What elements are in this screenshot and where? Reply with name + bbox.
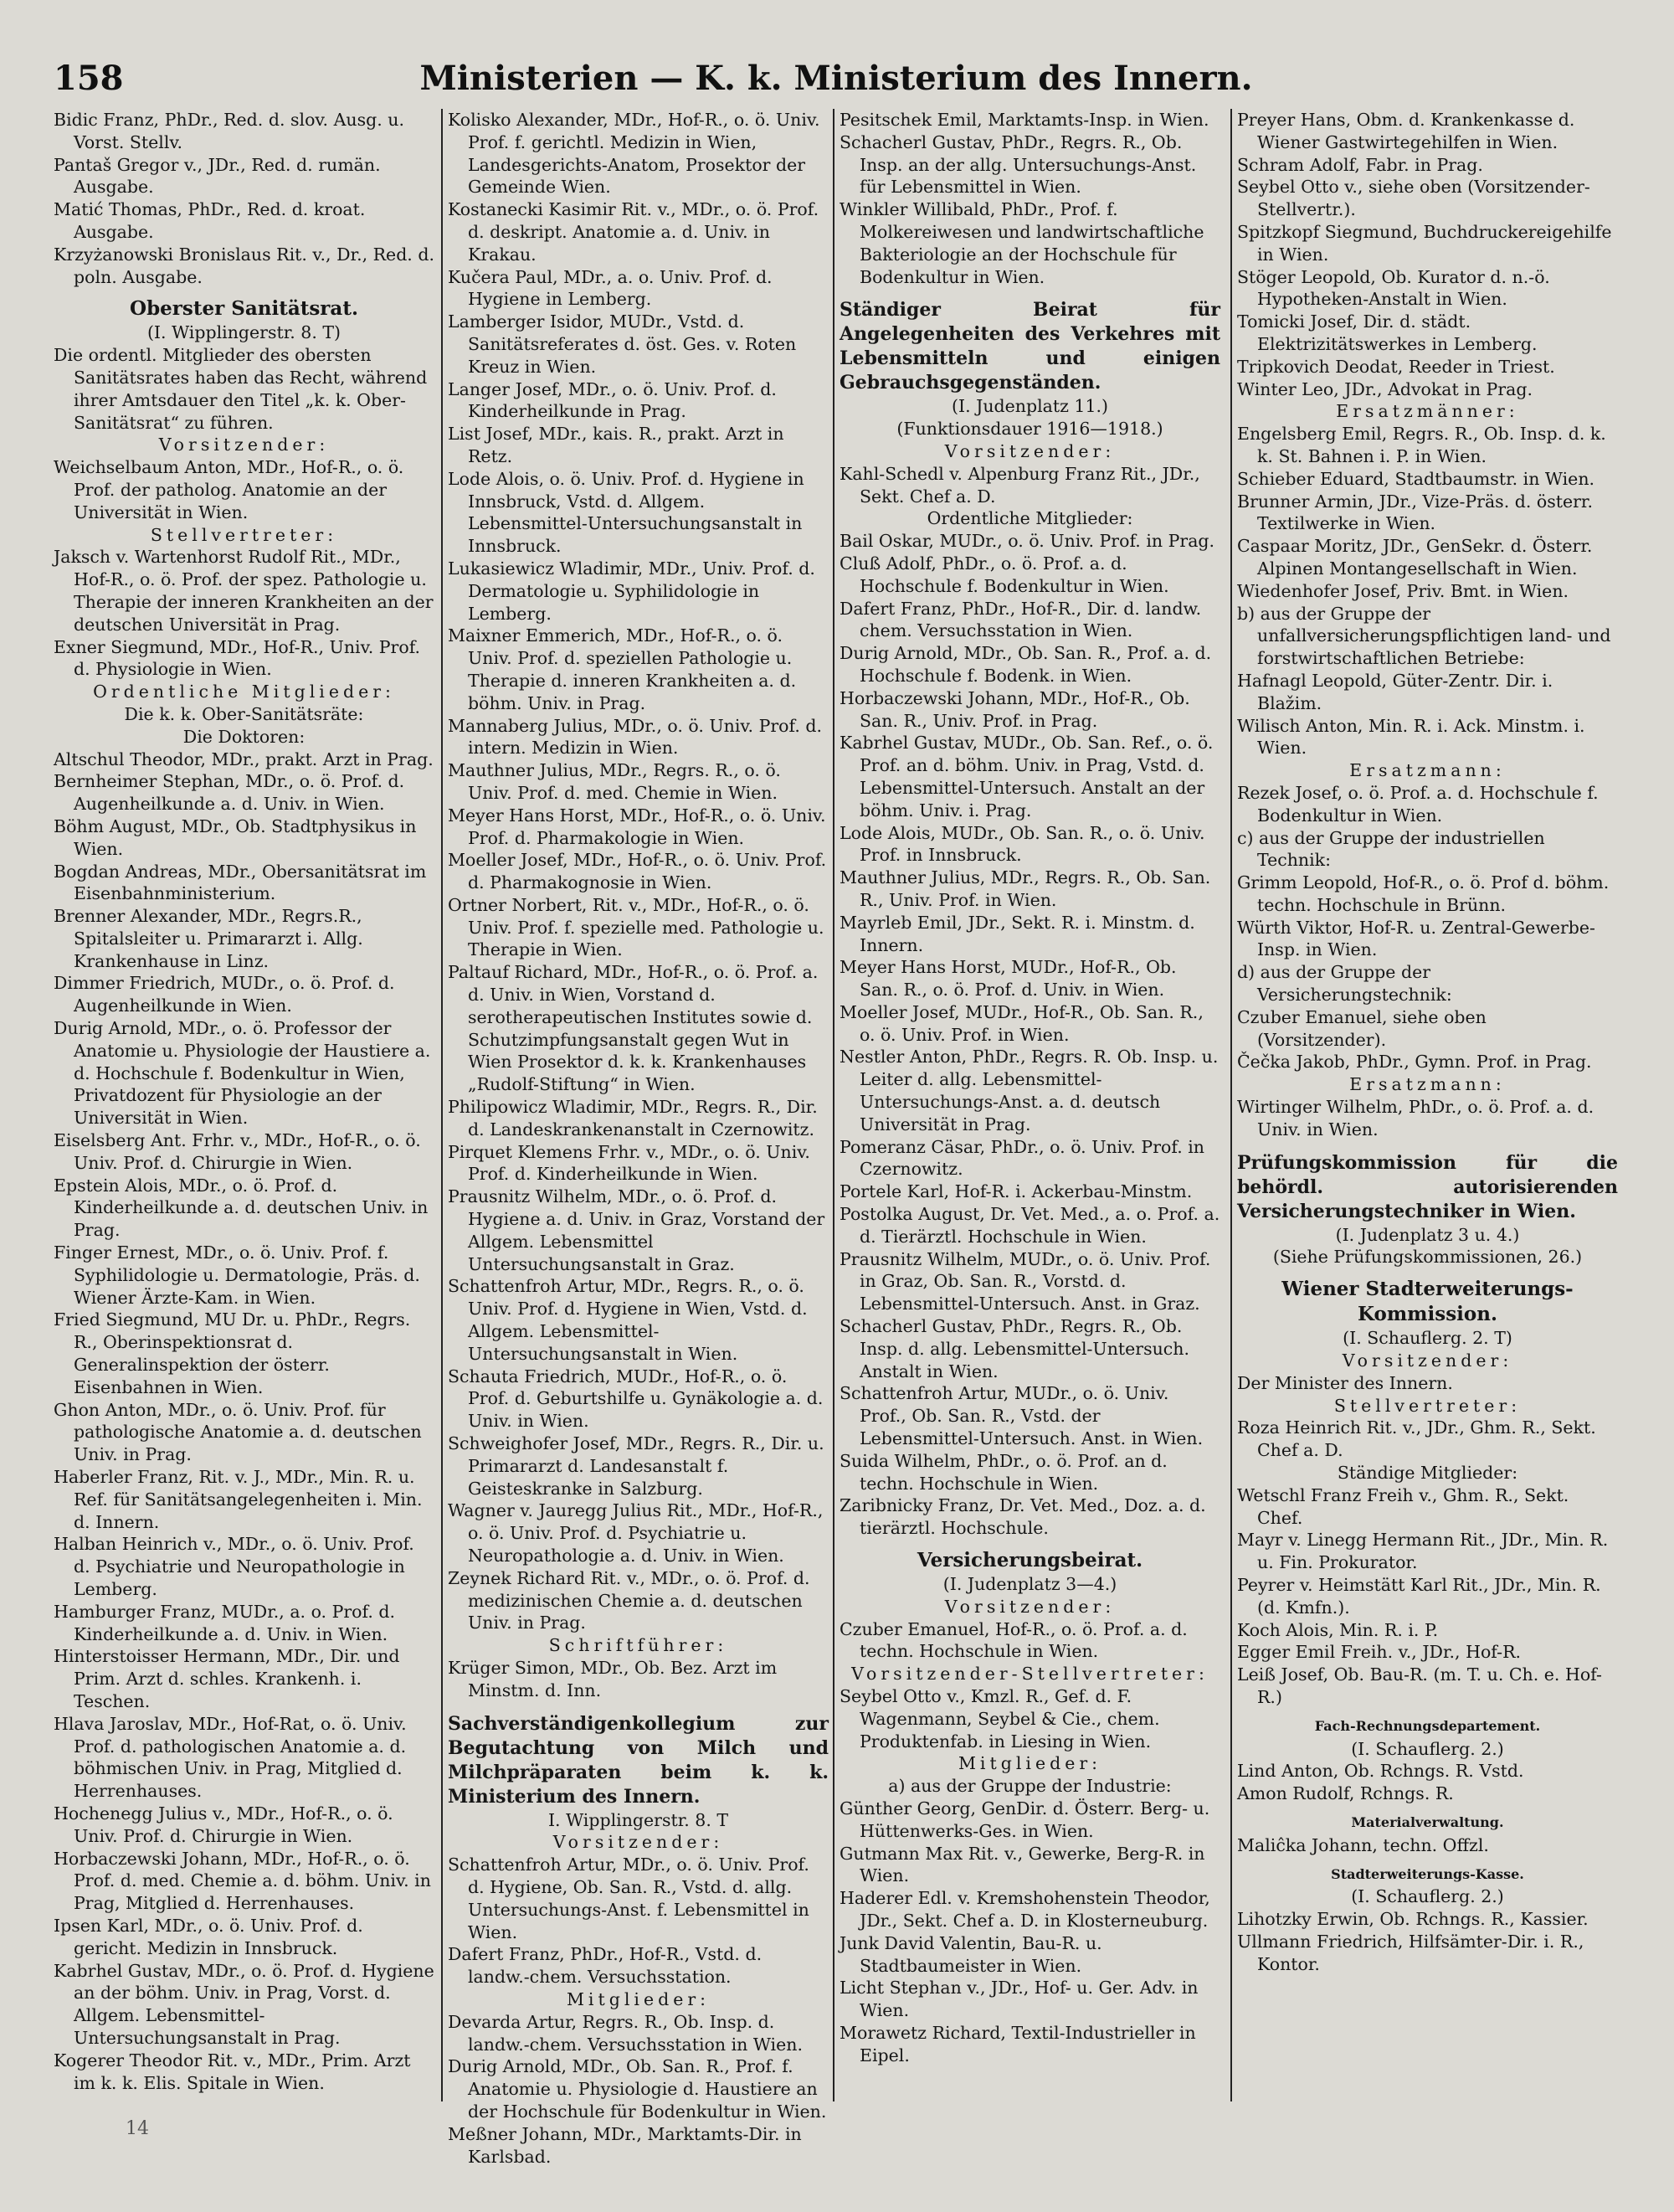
entry: Ghon Anton, MDr., o. ö. Univ. Prof. für pathologische Anatomie a. d. deutschen Univ. in Prag.	[54, 1399, 422, 1465]
centered-line: Die Doktoren:	[182, 726, 306, 747]
entry: Durig Arnold, MDr., Ob. San. R., Prof. a. d. Hochschule f. Bodenk. in Wien.	[840, 643, 1212, 686]
entry: Morawetz Richard, Textil-Industrieller in Eipel.	[840, 2022, 1196, 2065]
entry: Mayrleb Emil, JDr., Sekt. R. i. Minstm. d. Innern.	[840, 912, 1195, 955]
entry: Weichselbaum Anton, MDr., Hof-R., o. ö. Prof. der patholog. Anatomie an der Universität in Wien.	[54, 457, 404, 522]
entry: Wirtinger Wilhelm, PhDr., o. ö. Prof. a. d. Univ. in Wien.	[1237, 1097, 1594, 1139]
small-heading: Materialverwaltung.	[1351, 1813, 1504, 1830]
entry: Suida Wilhelm, PhDr., o. ö. Prof. an d. techn. Hochschule in Wien.	[840, 1450, 1168, 1494]
entry: Meyer Hans Horst, MUDr., Hof-R., Ob. San. R., o. ö. Prof. d. Univ. in Wien.	[840, 957, 1177, 1001]
entry: Pesitschek Emil, Marktamts-Insp. in Wien.	[840, 110, 1209, 130]
entry: Lode Alois, o. ö. Univ. Prof. d. Hygiene in Innsbruck, Vstd. d. Allgem. Lebensmittel-Untersuchungsanstalt in Innsbruck.	[448, 468, 804, 557]
entry: Fried Siegmund, MU Dr. u. PhDr., Regrs. R., Oberinspektionsrat d. Generalinspektion der österr. Eisenbahnen in Wien.	[54, 1309, 411, 1397]
entry: Bail Oskar, MUDr., o. ö. Univ. Prof. in Prag.	[840, 531, 1215, 552]
entry: Dafert Franz, PhDr., Hof-R., Dir. d. landw. chem. Versuchsstation in Wien.	[840, 598, 1202, 641]
entry: Mauthner Julius, MDr., Regrs. R., o. ö. Univ. Prof. d. med. Chemie in Wien.	[448, 760, 781, 803]
centered-line: (I. Judenplatz 3 u. 4.)	[1335, 1224, 1520, 1245]
entry: Zeynek Richard Rit. v., MDr., o. ö. Prof. d. medizinischen Chemie a. d. deutschen Univ. in Prag.	[448, 1567, 810, 1633]
subheading: Vorsitzender:	[158, 435, 330, 455]
entry: Krüger Simon, MDr., Ob. Bez. Arzt im Minstm. d. Inn.	[448, 1657, 778, 1700]
entry: Maliĉka Johann, techn. Offzl.	[1237, 1834, 1489, 1855]
subheading: Vorsitzender:	[944, 440, 1116, 461]
entry: Seybel Otto v., siehe oben (Vorsitzender-Stellvertr.).	[1237, 177, 1590, 220]
subheading: Stellvertreter:	[1333, 1395, 1522, 1416]
entry: Pomeranz Cäsar, PhDr., o. ö. Univ. Prof. in Czernowitz.	[840, 1136, 1205, 1180]
subheading: Vorsitzender:	[944, 1596, 1116, 1617]
entry: Ortner Norbert, Rit. v., MDr., Hof-R., o. ö. Univ. Prof. f. spezielle med. Pathologie u. Therapie in Wien.	[448, 894, 824, 960]
text-column-2	[448, 109, 829, 2167]
entry: Hochenegg Julius v., MDr., Hof-R., o. ö. Univ. Prof. d. Chirurgie in Wien.	[54, 1803, 393, 1846]
subheading: Ersatzmänner:	[1336, 401, 1519, 422]
centered-line: (I. Judenplatz 11.)	[951, 396, 1109, 417]
entry: Meßner Johann, MDr., Marktamts-Dir. in Karlsbad.	[448, 2123, 802, 2167]
entry: Kabrhel Gustav, MDr., o. ö. Prof. d. Hygiene an der böhm. Univ. in Prag, Vorst. d. Allgem. Lebensmittel-Untersuchungsanstalt in Prag.	[54, 1960, 434, 2048]
entry: Schram Adolf, Fabr. in Prag.	[1237, 154, 1483, 175]
entry: Prausnitz Wilhelm, MUDr., o. ö. Univ. Prof. in Graz, Ob. San. R., Vorstd. d. Lebensmittel-Untersuch. Anst. in Graz.	[840, 1248, 1211, 1314]
entry: Dafert Franz, PhDr., Hof-R., Vstd. d. landw.-chem. Versuchsstation.	[448, 1944, 763, 1988]
entry: Kogerer Theodor Rit. v., MDr., Prim. Arzt im k. k. Elis. Spitale in Wien.	[54, 2050, 411, 2093]
entry: Finger Ernest, MDr., o. ö. Univ. Prof. f. Syphilidologie u. Dermatologie, Präs. d. Wiener Ärzte-Kam. in Wien.	[54, 1242, 420, 1308]
entry: Čečka Jakob, PhDr., Gymn. Prof. in Prag.	[1237, 1052, 1592, 1073]
subheading: Stellvertreter:	[150, 524, 338, 545]
entry: Maixner Emmerich, MDr., Hof-R., o. ö. Univ. Prof. d. speziellen Pathologie u. Therapie d. inneren Krankheiten a. d. böhm. Univ. in Prag.	[448, 625, 797, 713]
entry: Leiß Josef, Ob. Bau-R. (m. T. u. Ch. e. Hof-R.)	[1237, 1664, 1602, 1707]
entry: Devarda Artur, Regrs. R., Ob. Insp. d. landw.-chem. Versuchsstation in Wien.	[448, 2011, 803, 2055]
entry: Eiselsberg Ant. Frhr. v., MDr., Hof-R., o. ö. Univ. Prof. d. Chirurgie in Wien.	[54, 1130, 421, 1173]
entry: Der Minister des Innern.	[1237, 1372, 1453, 1393]
entry: Bernheimer Stephan, MDr., o. ö. Prof. d. Augenheilkunde a. d. Univ. in Wien.	[54, 771, 405, 815]
entry: Kahl-Schedl v. Alpenburg Franz Rit., JDr., Sekt. Chef a. D.	[840, 463, 1200, 507]
entry: Schauta Friedrich, MUDr., Hof-R., o. ö. Prof. d. Geburtshilfe u. Gynäkologie a. d. Univ. in Wien.	[448, 1366, 824, 1432]
entry: Die ordentl. Mitglieder des obersten Sanitätsrates haben das Recht, während ihrer Amtsdauer den Titel „k. k. Ober-Sanitätsrat“ zu führen.	[54, 345, 428, 433]
entry: Moeller Josef, MDr., Hof-R., o. ö. Univ. Prof. d. Pharmakognosie in Wien.	[448, 850, 827, 893]
entry: Horbaczewski Johann, MDr., Hof-R., Ob. San. R., Univ. Prof. in Prag.	[840, 687, 1190, 731]
entry: Nestler Anton, PhDr., Regrs. R. Ob. Insp. u. Leiter d. allg. Lebensmittel-Untersuchungs-Anst. a. d. deutsch Universität in Prag.	[840, 1047, 1219, 1134]
entry: Wagner v. Jauregg Julius Rit., MDr., Hof-R., o. ö. Univ. Prof. d. Psychiatrie u. Neuropathologie a. d. Univ. in Wien.	[448, 1500, 824, 1566]
entry: Rezek Josef, o. ö. Prof. a. d. Hochschule f. Bodenkultur in Wien.	[1237, 782, 1599, 826]
section-heading: Prüfungskommission für die behördl. autorisierenden Versicherungstechniker in Wien.	[1237, 1151, 1618, 1222]
entry: Prausnitz Wilhelm, MDr., o. ö. Prof. d. Hygiene a. d. Univ. in Graz, Vorstand der Allgem. Lebensmittel Untersuchungsanstalt in Graz.	[448, 1186, 825, 1274]
entry: Krzyżanowski Bronislaus Rit. v., Dr., Red. d. poln. Ausgabe.	[54, 244, 434, 287]
section-heading: Ständiger Beirat für Angelegenheiten des Verkehres mit Lebensmitteln und einigen Gebrauchsgegenständen.	[840, 299, 1220, 394]
entry: Stöger Leopold, Ob. Kurator d. n.-ö. Hypotheken-Anstalt in Wien.	[1237, 266, 1550, 310]
entry: Spitzkopf Siegmund, Buchdruckereigehilfe in Wien.	[1237, 221, 1612, 265]
entry: Brenner Alexander, MDr., Regrs.R., Spitalsleiter u. Primararzt i. Allg. Krankenhause in Linz.	[54, 906, 363, 971]
entry: Horbaczewski Johann, MDr., Hof-R., o. ö. Prof. d. med. Chemie a. d. böhm. Univ. in Prag, Mitglied d. Herrenhauses.	[54, 1848, 431, 1914]
entry: Epstein Alois, MDr., o. ö. Prof. d. Kinderheilkunde a. d. deutschen Univ. in Prag.	[54, 1175, 429, 1241]
column-rule	[833, 109, 834, 2101]
subheading: Ersatzmann:	[1349, 760, 1506, 781]
entry: Schieber Eduard, Stadtbaumstr. in Wien.	[1237, 468, 1595, 489]
entry: Bidic Franz, PhDr., Red. d. slov. Ausg. u. Vorst. Stellv.	[54, 110, 404, 152]
entry: Seybel Otto v., Kmzl. R., Gef. d. F. Wagenmann, Seybel & Cie., chem. Produktenfab. in Liesing in Wien.	[840, 1686, 1160, 1752]
centered-line: Ordentliche Mitglieder:	[927, 508, 1133, 529]
entry: Matić Thomas, PhDr., Red. d. kroat. Ausgabe.	[54, 199, 366, 242]
entry: Jaksch v. Wartenhorst Rudolf Rit., MDr., Hof-R., o. ö. Prof. der spez. Pathologie u. Therapie der inneren Krankheiten an der deutschen Universität in Prag.	[54, 547, 434, 635]
entry: Lukasiewicz Wladimir, MDr., Univ. Prof. d. Dermatologie u. Syphilidologie in Lemberg.	[448, 558, 815, 624]
entry: Czuber Emanuel, siehe oben (Vorsitzender).	[1237, 1006, 1487, 1050]
column-rule	[441, 109, 443, 2101]
section-heading: Versicherungsbeirat.	[917, 1549, 1143, 1572]
entry: Kolisko Alexander, MDr., Hof-R., o. ö. Univ. Prof. f. gerichtl. Medizin in Wien, Landesgerichts-Anatom, Prosektor der Gemeinde Wien.	[448, 110, 820, 198]
entry: Günther Georg, GenDir. d. Österr. Berg- u. Hüttenwerks-Ges. in Wien.	[840, 1798, 1210, 1841]
entry: Kostanecki Kasimir Rit. v., MDr., o. ö. Prof. d. deskript. Anatomie a. d. Univ. in Krakau.	[448, 199, 819, 265]
entry: Würth Viktor, Hof-R. u. Zentral-Gewerbe-Insp. in Wien.	[1237, 917, 1595, 960]
entry: Kučera Paul, MDr., a. o. Univ. Prof. d. Hygiene in Lemberg.	[448, 266, 773, 310]
entry: Pirquet Klemens Frhr. v., MDr., o. ö. Univ. Prof. d. Kinderheilkunde in Wien.	[448, 1141, 810, 1185]
centered-line: (Funktionsdauer 1916—1918.)	[896, 419, 1163, 440]
entry: Grimm Leopold, Hof-R., o. ö. Prof d. böhm. techn. Hochschule in Brünn.	[1237, 872, 1610, 915]
entry: Lihotzky Erwin, Ob. Rchngs. R., Kassier.	[1237, 1909, 1589, 1930]
running-title: Ministerien — K. k. Ministerium des Innern.	[419, 59, 1253, 98]
entry: Tomicki Josef, Dir. d. städt. Elektrizitätswerkes in Lemberg.	[1237, 311, 1538, 354]
entry: Paltauf Richard, MDr., Hof-R., o. ö. Prof. a. d. Univ. in Wien, Vorstand d. serotherapeutischen Institutes sowie d. Schutzimpfungsanstalt gegen Wut in Wien Prosektor d. k. k. Krankenhauses „Rudolf-Stiftung“ in Wien.	[448, 962, 819, 1095]
entry: b) aus der Gruppe der unfallversicherungspflichtigen land- und forstwirtschaftlichen Betriebe:	[1237, 603, 1611, 669]
subheading: Mitglieder:	[958, 1753, 1102, 1774]
entry: Caspaar Moritz, JDr., GenSekr. d. Österr. Alpinen Montangesellschaft in Wien.	[1237, 536, 1593, 579]
entry: Peyrer v. Heimstätt Karl Rit., JDr., Min. R. (d. Kmfn.).	[1237, 1575, 1601, 1618]
centered-line: (I. Schauflerg. 2. T)	[1343, 1328, 1512, 1349]
entry: c) aus der Gruppe der industriellen Technik:	[1237, 827, 1545, 871]
entry: Meyer Hans Horst, MDr., Hof-R., o. ö. Univ. Prof. d. Pharmakologie in Wien.	[448, 805, 826, 848]
entry: Lode Alois, MUDr., Ob. San. R., o. ö. Univ. Prof. in Innsbruck.	[840, 822, 1205, 866]
entry: Durig Arnold, MDr., o. ö. Professor der Anatomie u. Physiologie der Haustiere a. d. Hochschule f. Bodenkultur in Wien, Privatdozent für Physiologie an der Universität in Wien.	[54, 1018, 431, 1129]
page-header	[54, 52, 1619, 111]
centered-line: a) aus der Gruppe der Industrie:	[888, 1776, 1172, 1797]
entry: Hafnagl Leopold, Güter-Zentr. Dir. i. Blažim.	[1237, 670, 1553, 713]
centered-line: I. Wipplingerstr. 8. T	[547, 1809, 729, 1830]
entry: Schattenfroh Artur, MDr., o. ö. Univ. Prof. d. Hygiene, Ob. San. R., Vstd. d. allg. Untersuchungs-Anst. f. Lebensmittel in Wien.	[448, 1854, 809, 1942]
entry: Postolka August, Dr. Vet. Med., a. o. Prof. a. d. Tierärztl. Hochschule in Wien.	[840, 1204, 1220, 1247]
entry: Licht Stephan v., JDr., Hof- u. Ger. Adv. in Wien.	[840, 1978, 1199, 2021]
page-number: 158	[54, 59, 124, 98]
centered-line: (I. Judenplatz 3—4.)	[942, 1574, 1117, 1595]
entry: Wiedenhofer Josef, Priv. Bmt. in Wien.	[1237, 580, 1569, 601]
entry: Amon Rudolf, Rchngs. R.	[1237, 1783, 1454, 1804]
entry: Langer Josef, MDr., o. ö. Univ. Prof. d. Kinderheilkunde in Prag.	[448, 378, 777, 422]
entry: Ullmann Friedrich, Hilfsämter-Dir. i. R., Kontor.	[1237, 1931, 1584, 1974]
entry: Hamburger Franz, MUDr., a. o. Prof. d. Kinderheilkunde a. d. Univ. in Wien.	[54, 1601, 396, 1644]
entry: Roza Heinrich Rit. v., JDr., Ghm. R., Sekt. Chef a. D.	[1237, 1417, 1596, 1461]
entry: Hinterstoisser Hermann, MDr., Dir. und Prim. Arzt d. schles. Krankenh. i. Teschen.	[54, 1646, 400, 1711]
entry: Haberler Franz, Rit. v. J., MDr., Min. R. u. Ref. für Sanitätsangelegenheiten i. Min. d. Innern.	[54, 1467, 423, 1532]
entry: Egger Emil Freih. v., JDr., Hof-R.	[1237, 1642, 1522, 1663]
subheading: Ersatzmann:	[1349, 1074, 1506, 1095]
centered-line: (Siehe Prüfungskommissionen, 26.)	[1272, 1247, 1583, 1268]
entry: Lamberger Isidor, MUDr., Vstd. d. Sanitätsreferates d. öst. Ges. v. Roten Kreuz in Wien.	[448, 311, 797, 377]
entry: Hlava Jaroslav, MDr., Hof-Rat, o. ö. Univ. Prof. d. pathologischen Anatomie a. d. böhmischen Univ. in Prag, Mitglied d. Herrenhauses.	[54, 1713, 407, 1802]
entry: Schattenfroh Artur, MDr., Regrs. R., o. ö. Univ. Prof. d. Hygiene in Wien, Vstd. d. Allgem. Lebensmittel-Untersuchungsanstalt in Wien.	[448, 1276, 808, 1364]
entry: Philipowicz Wladimir, MDr., Regrs. R., Dir. d. Landeskrankenanstalt in Czernowitz.	[448, 1097, 818, 1139]
subheading: Schriftführer:	[548, 1635, 728, 1656]
entry: Mauthner Julius, MDr., Regrs. R., Ob. San. R., Univ. Prof. in Wien.	[840, 867, 1211, 910]
centered-line: (I. Schauflerg. 2.)	[1351, 1886, 1504, 1907]
text-column-1	[54, 109, 434, 2101]
entry: Brunner Armin, JDr., Vize-Präs. d. österr. Textilwerke in Wien.	[1237, 491, 1593, 534]
entry: Pantaš Gregor v., JDr., Red. d. rumän. Ausgabe.	[54, 154, 381, 198]
centered-line: Die k. k. Ober-Sanitätsräte:	[124, 703, 364, 724]
small-heading: Fach-Rechnungsdepartement.	[1314, 1717, 1541, 1734]
entry: Bogdan Andreas, MDr., Obersanitätsrat im Eisenbahnministerium.	[54, 861, 427, 904]
entry: Mayr v. Linegg Hermann Rit., JDr., Min. R. u. Fin. Prokurator.	[1237, 1530, 1609, 1573]
entry: Halban Heinrich v., MDr., o. ö. Univ. Prof. d. Psychiatrie und Neuropathologie in Lemberg.	[54, 1534, 414, 1599]
small-heading: Stadterweiterungs-Kasse.	[1331, 1865, 1524, 1882]
entry: Schweighofer Josef, MDr., Regrs. R., Dir. u. Primararzt d. Landesanstalt f. Geisteskranke in Salzburg.	[448, 1433, 824, 1499]
entry: Winkler Willibald, PhDr., Prof. f. Molkereiwesen und landwirtschaftliche Bakteriologie an der Hochschule für Bodenkultur in Wien.	[840, 199, 1204, 287]
subheading: Ordentliche Mitglieder:	[93, 682, 395, 702]
entry: Ipsen Karl, MDr., o. ö. Univ. Prof. d. gericht. Medizin in Innsbruck.	[54, 1915, 363, 1958]
subheading: Vorsitzender:	[552, 1832, 724, 1853]
entry: Haderer Edl. v. Kremshohenstein Theodor, JDr., Sekt. Chef a. D. in Klosterneuburg.	[840, 1888, 1210, 1931]
centered-line: Ständige Mitglieder:	[1337, 1463, 1518, 1484]
footer-mark: 14	[126, 2118, 149, 2139]
subheading: Mitglieder:	[566, 1988, 711, 2009]
entry: Kabrhel Gustav, MUDr., Ob. San. Ref., o. ö. Prof. an d. böhm. Univ. in Prag, Vstd. d. Lebensmittel-Untersuch. Anstalt an der böhm. Univ. i. Prag.	[840, 733, 1214, 820]
entry: Portele Karl, Hof-R. i. Ackerbau-Minstm.	[840, 1181, 1193, 1202]
entry: Moeller Josef, MUDr., Hof-R., Ob. San. R., o. ö. Univ. Prof. in Wien.	[840, 1001, 1204, 1045]
entry: Dimmer Friedrich, MUDr., o. ö. Prof. d. Augenheilkunde in Wien.	[54, 973, 395, 1016]
entry: Zaribnicky Franz, Dr. Vet. Med., Doz. a. d. tierärztl. Hochschule.	[840, 1495, 1206, 1539]
entry: List Josef, MDr., kais. R., prakt. Arzt in Retz.	[448, 424, 784, 466]
entry: Preyer Hans, Obm. d. Krankenkasse d. Wiener Gastwirtegehilfen in Wien.	[1237, 110, 1575, 152]
column-rule	[1230, 109, 1232, 2101]
entry: Junk David Valentin, Bau-R. u. Stadtbaumeister in Wien.	[840, 1932, 1102, 1976]
subheading: Vorsitzender:	[1342, 1350, 1513, 1371]
entry: Schattenfroh Artur, MUDr., o. ö. Univ. Prof., Ob. San. R., Vstd. der Lebensmittel-Untersuch. Anst. in Wien.	[840, 1383, 1204, 1449]
entry: d) aus der Gruppe der Versicherungstechnik:	[1237, 962, 1452, 1006]
entry: Altschul Theodor, MDr., prakt. Arzt in Prag.	[54, 748, 434, 769]
entry: Cluß Adolf, PhDr., o. ö. Prof. a. d. Hochschule f. Bodenkultur in Wien.	[840, 553, 1169, 596]
entry: Schacherl Gustav, PhDr., Regrs. R., Ob. Insp. d. allg. Lebensmittel-Untersuch. Anstalt in Wien.	[840, 1316, 1190, 1381]
entry: Gutmann Max Rit. v., Gewerke, Berg-R. in Wien.	[840, 1843, 1205, 1886]
text-column-4	[1237, 109, 1618, 2101]
entry: Schacherl Gustav, PhDr., Regrs. R., Ob. Insp. an der allg. Untersuchungs-Anst. für Lebensmittel in Wien.	[840, 131, 1197, 198]
entry: Wilisch Anton, Min. R. i. Ack. Minstm. i. Wien.	[1237, 715, 1585, 759]
entry: Mannaberg Julius, MDr., o. ö. Univ. Prof. d. intern. Medizin in Wien.	[448, 715, 823, 759]
entry: Winter Leo, JDr., Advokat in Prag.	[1237, 378, 1533, 399]
section-heading: Oberster Sanitätsrat.	[130, 297, 358, 321]
entry: Exner Siegmund, MDr., Hof-R., Univ. Prof. d. Physiologie in Wien.	[54, 636, 421, 680]
section-heading: Sachverständigenkollegium zur Begutachtung von Milch und Milchpräparaten beim k. k. Ministerium des Innern.	[448, 1712, 829, 1808]
centered-line: (I. Schauflerg. 2.)	[1351, 1738, 1504, 1759]
entry: Lind Anton, Ob. Rchngs. R. Vstd.	[1237, 1761, 1524, 1782]
entry: Tripkovich Deodat, Reeder in Triest.	[1237, 356, 1555, 377]
entry: Koch Alois, Min. R. i. P.	[1237, 1619, 1439, 1640]
text-column-3	[840, 109, 1220, 2101]
entry: Czuber Emanuel, Hof-R., o. ö. Prof. a. d. techn. Hochschule in Wien.	[840, 1618, 1188, 1662]
entry: Engelsberg Emil, Regrs. R., Ob. Insp. d. k. k. St. Bahnen i. P. in Wien.	[1237, 424, 1606, 466]
section-heading: Wiener Stadterweiterungs-Kommission.	[1281, 1278, 1574, 1326]
entry: Wetschl Franz Freih v., Ghm. R., Sekt. Chef.	[1237, 1484, 1569, 1528]
entry: Durig Arnold, MDr., Ob. San. R., Prof. f. Anatomie u. Physiologie d. Haustiere an der Hochschule für Bodenkultur in Wien.	[448, 2056, 827, 2122]
centered-line: (I. Wipplingerstr. 8. T)	[146, 322, 341, 343]
entry: Böhm August, MDr., Ob. Stadtphysikus in Wien.	[54, 815, 417, 859]
subheading: Vorsitzender-Stellvertreter:	[851, 1664, 1209, 1685]
